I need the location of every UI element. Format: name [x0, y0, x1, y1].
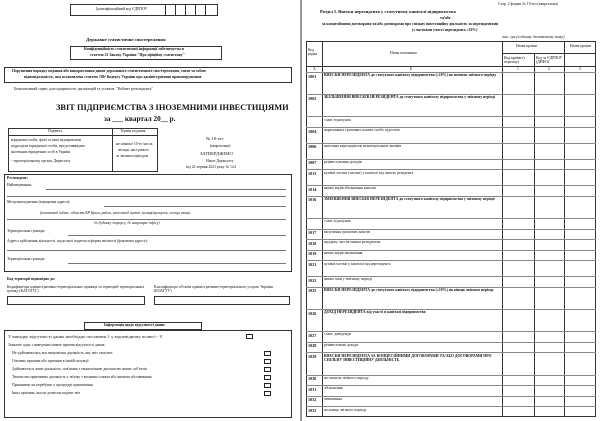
value-cell[interactable]: [503, 342, 533, 352]
section-subtitle-3: (з частками участі нерезидента ≥10%): [412, 28, 478, 32]
value-cell[interactable]: [503, 170, 533, 185]
value-cell[interactable]: [503, 250, 533, 260]
value-cell[interactable]: [565, 240, 595, 250]
value-cell[interactable]: [565, 229, 595, 239]
value-cell[interactable]: [565, 375, 595, 385]
row-code: 1031: [308, 386, 317, 392]
value-cell[interactable]: [503, 386, 533, 396]
territory-label: Територіальна громада:: [7, 229, 46, 233]
reason-checkbox-4[interactable]: [264, 375, 271, 380]
approved-date: від 22 червня 2021 року № 124: [186, 165, 236, 169]
value-cell[interactable]: [535, 277, 563, 287]
value-cell[interactable]: [535, 386, 563, 396]
value-cell[interactable]: [565, 117, 595, 127]
value-cell[interactable]: [535, 310, 563, 331]
value-cell[interactable]: [565, 143, 595, 158]
row-code: 1021: [308, 261, 317, 267]
submitter-text-2: підрозділи юридичної особи, представництва: [11, 144, 85, 148]
row-label: ЗБІЛЬШЕННЯ ВНЕСКІВ НЕРЕЗИДЕНТА до статутного капіталу підприємства у звітному періоді: [324, 95, 495, 100]
row-label: ВНЕСКИ НЕРЕЗИДЕНТА до статутного капіталу підприємства (≥10%) на початок звітного періоду: [324, 73, 497, 78]
row-code: 1006: [308, 144, 317, 150]
value-cell[interactable]: [503, 186, 533, 196]
section-subtitle-1: та/або: [440, 16, 451, 20]
location-label: Місцезнаходження (юридична адреса):: [7, 200, 71, 204]
row-label: внесення нерезидентом нематеріальних активів: [324, 144, 402, 149]
row-label: нарахованих грошових коштів та/або відсотків: [324, 128, 400, 133]
row-code: 1004: [308, 128, 317, 134]
header-edrpou: Код за ЄДРПОУ (ДРФО): [536, 56, 563, 65]
submitters-header: Подають: [48, 129, 63, 133]
value-cell[interactable]: [503, 375, 533, 385]
reason-text-6: Інша причина, яка не дозволяє надати звіт: [12, 391, 81, 395]
location-input-line[interactable]: [104, 206, 286, 207]
reason-text-1: Не здійснювалась вся економічна діяльність, яку звіт охоплює: [12, 351, 113, 355]
value-cell[interactable]: [535, 73, 563, 94]
violation-line-2: відповідальність, яка встановлена статтею 186³ Кодексу України про адміністративні правопорушення: [24, 75, 202, 79]
value-cell[interactable]: [535, 170, 563, 185]
actual-address-label: Адреса здійснення діяльності, щодо якої подається форма звітності (фактична адреса):: [7, 239, 148, 243]
value-cell[interactable]: [565, 128, 595, 143]
header-country-2: Назва країни: [570, 44, 591, 48]
value-cell[interactable]: [535, 332, 563, 342]
value-cell[interactable]: [535, 229, 563, 239]
col-b: Б: [410, 67, 413, 71]
row-code: 1026: [308, 310, 317, 316]
deadline-header: Термін подання: [120, 129, 146, 133]
row-code: 1033: [308, 407, 317, 413]
row-label: інших змін у звітному періоді: [324, 277, 373, 282]
row-label: інших видів збільшення внесків: [324, 186, 376, 191]
row-code: 1030: [308, 376, 317, 382]
absence-checkbox[interactable]: [246, 334, 253, 339]
koatuu-code-box[interactable]: [154, 296, 290, 305]
reason-text-5: Припинено чи перебуває у процедурі припинення: [12, 383, 93, 387]
name-input-line[interactable]: [46, 189, 286, 190]
absence-line-1: У випадку відсутності даних необхідно поставити 1 у відповідному полюсі - V: [8, 334, 163, 339]
units-note: тис. грн (в одному десятковому знаку): [502, 35, 565, 39]
submitter-text-3: іноземних юридичних осіб в Україні: [11, 150, 71, 154]
reason-checkbox-6[interactable]: [264, 391, 271, 396]
submitter-text-1: юридичні особи, філії та інші відокремлені: [11, 138, 82, 142]
row-code: 1018: [308, 240, 317, 246]
codes-label: Код території відповідно до:: [7, 277, 56, 281]
value-cell[interactable]: [535, 250, 563, 260]
value-cell[interactable]: [565, 261, 595, 276]
absence-line-2: Зазначте одну з наведених нижче причин відсутності даних:: [8, 343, 106, 347]
territory-label-2: Територіальна громада:: [7, 257, 46, 261]
row-label: з них за рахунок:: [324, 117, 352, 122]
reason-checkbox-1[interactable]: [264, 351, 271, 356]
name-label: Найменування:: [7, 183, 32, 187]
value-cell[interactable]: [535, 186, 563, 196]
value-cell[interactable]: [565, 342, 595, 352]
value-cell[interactable]: [503, 95, 533, 116]
value-cell[interactable]: [535, 407, 563, 417]
confidentiality-line-2: статтею 21 Закону України "Про офіційну статистику": [90, 53, 185, 57]
row-label: купівлі частки (частки) у капіталі від іншого резидента: [324, 170, 414, 175]
row-code: 1017: [308, 230, 317, 236]
value-cell[interactable]: [535, 143, 563, 158]
header-name: Назва показника: [390, 51, 417, 55]
value-cell[interactable]: [565, 219, 595, 229]
value-cell[interactable]: [503, 128, 533, 143]
row-label: ВНЕСКИ НЕРЕЗИДЕНТА ЗА КОНЦЕСІЙНИМИ ДОГОВОРАМИ ТА/АБО ДОГОВОРАМИ ПРО СПІЛЬНУ ІНВЕСТИЦІЙНУ ДІЯЛЬНІСТЬ: [324, 353, 492, 363]
value-cell[interactable]: [565, 332, 595, 342]
value-cell[interactable]: [535, 219, 563, 229]
col-2: 2: [548, 67, 550, 71]
row-label: збільшення: [324, 386, 343, 391]
row-label: купівлі частки у капіталі від нерезидента: [324, 261, 391, 266]
form-period: (квартальна): [210, 144, 231, 148]
row-label: на початок звітного періоду: [324, 375, 369, 380]
value-cell[interactable]: [565, 277, 595, 287]
row-code: 1014: [308, 186, 317, 192]
reason-text-3: Здійснюється лише діяльність, пов'язана з економічною діяльністю інших суб'єктів: [12, 367, 147, 371]
row-code: 1019: [308, 251, 317, 257]
value-cell[interactable]: [503, 219, 533, 229]
value-cell[interactable]: [565, 353, 595, 374]
row-label: інших видів зменшення: [324, 250, 363, 255]
row-label: вилучення грошових коштів: [324, 229, 370, 234]
row-code: 1007: [308, 160, 317, 166]
koatuu-label: Класифікатора об'єктів адміністративно-територіального устрою України (КОАТУУ): [154, 285, 273, 294]
row-code: 1028: [308, 343, 317, 349]
value-cell[interactable]: [535, 159, 563, 169]
value-cell[interactable]: [565, 73, 595, 94]
value-cell[interactable]: [565, 170, 595, 185]
value-cell[interactable]: [535, 117, 563, 127]
value-cell[interactable]: [503, 240, 533, 250]
row-code: 1016: [308, 197, 317, 203]
section-subtitle-2: за концесійними договорами та/або договорами про спільну інвестиційну діяльність за нерезидентами: [322, 22, 499, 26]
approved-by: Наказ Держстату: [206, 159, 234, 163]
col-3: 3: [579, 67, 581, 71]
respondent-label: Респондент:: [7, 176, 28, 180]
deadline-text-2: місяця, наступного: [118, 148, 149, 152]
value-cell[interactable]: [535, 342, 563, 352]
value-cell[interactable]: [535, 375, 563, 385]
actual-address-input-line[interactable]: [7, 250, 286, 251]
value-cell[interactable]: [535, 287, 563, 308]
report-title: ЗВІТ ПІДПРИЄМСТВА З ІНОЗЕМНИМИ ІНВЕСТИЦІЯМИ: [56, 103, 289, 112]
value-cell[interactable]: [565, 310, 595, 331]
row-label: ЗМЕНШЕННЯ ВНЕСКІВ НЕРЕЗИДЕНТА до статутного капіталу підприємства у звітному періоді: [324, 197, 495, 202]
value-cell[interactable]: [535, 261, 563, 276]
value-cell[interactable]: [503, 310, 533, 331]
row-code: 1027: [308, 332, 317, 338]
value-cell[interactable]: [535, 128, 563, 143]
value-cell[interactable]: [503, 196, 533, 217]
form-number: № 10-зез: [206, 136, 224, 141]
value-cell[interactable]: [565, 287, 595, 308]
value-cell[interactable]: [565, 386, 595, 396]
row-code: 1002: [308, 95, 317, 101]
reason-checkbox-2[interactable]: [264, 359, 271, 364]
col-a: А: [313, 67, 316, 71]
header-country-code: Код країни (з перелiку): [504, 56, 526, 65]
row-code: 1025: [308, 288, 317, 294]
row-code: 1001: [308, 73, 317, 79]
value-cell[interactable]: [565, 95, 595, 116]
id-code-label: Ідентифікаційний код ЄДРПОУ: [96, 7, 148, 11]
violation-line-1: Порушення порядку подання або використання даних державного статистичного спостереження, тягне за собою: [12, 69, 206, 73]
info-title: Інформація щодо відсутності даних: [104, 323, 165, 327]
value-cell[interactable]: [535, 95, 563, 116]
row-label: з них за рахунок:: [324, 219, 352, 224]
row-label: реінвестовані доходи: [324, 343, 359, 348]
value-cell[interactable]: [565, 250, 595, 260]
value-cell[interactable]: [565, 159, 595, 169]
katottg-code-box[interactable]: [7, 296, 145, 305]
reason-text-4: Тимчасово припинено діяльність у зв'язку з воєнним станом або іншими обставинами: [12, 375, 152, 379]
value-cell[interactable]: [503, 396, 533, 406]
value-cell[interactable]: [535, 240, 563, 250]
row-label: ДОХІД НЕРЕЗИДЕНТА від участі в капіталі підприємства: [324, 310, 426, 315]
value-cell[interactable]: [503, 353, 533, 374]
value-cell[interactable]: [503, 287, 533, 308]
deadline-text-1: не пізніше 10-го числа: [116, 142, 153, 146]
row-label: зменшення: [324, 397, 342, 402]
address-hint: (поштовий індекс, область/АР Крим, район, населений пункт, вулиця/провулок, площа тощо,: [40, 211, 192, 215]
value-cell[interactable]: [503, 332, 533, 342]
value-cell[interactable]: [535, 196, 563, 217]
confidentiality-line-1: Конфіденційність статистичної інформації забезпечується: [84, 47, 184, 51]
row-code: 1032: [308, 397, 317, 403]
value-cell[interactable]: [503, 117, 533, 127]
agency-title: Державне статистичне спостереження: [86, 37, 166, 42]
reason-checkbox-5[interactable]: [264, 383, 271, 388]
report-period: за ___ квартал 20__ р.: [104, 115, 176, 123]
header-code: Код рядка: [308, 48, 318, 56]
row-label: з них: дивіденди: [324, 332, 351, 337]
deadline-text-3: за звітним періодом: [116, 154, 149, 158]
section-title: Розділ I. Внески нерезидента у статутному капіталі підприємства: [320, 9, 456, 14]
row-code: 1029: [308, 353, 317, 359]
value-cell[interactable]: [565, 186, 595, 196]
row-code: 1023: [308, 277, 317, 283]
row-label: реінвестування доходів: [324, 159, 362, 164]
reason-checkbox-3[interactable]: [264, 367, 271, 372]
value-cell[interactable]: [503, 159, 533, 169]
building-hint: № будинку /корпусу, № квартири /офісу): [94, 221, 160, 225]
approved-label: ЗАТВЕРДЖЕНО: [200, 151, 233, 156]
value-cell[interactable]: [503, 277, 533, 287]
value-cell[interactable]: [503, 143, 533, 158]
territory-input-line-2[interactable]: [68, 263, 286, 264]
row-label: на кінець звітного періоду: [324, 407, 367, 412]
katottg-label: Кодифікатора адміністративно-територіальних одиниць та територій територіальних громад (КАТОТТГ): [7, 285, 145, 294]
territory-input-line[interactable]: [68, 235, 286, 236]
value-cell[interactable]: [535, 353, 563, 374]
value-cell[interactable]: [565, 396, 595, 406]
electronic-service-line: Безкоштовний сервіс для підприємств, організацій та установ: "Кабінет респондента": [14, 87, 153, 91]
col-1: 1: [517, 67, 519, 71]
value-cell[interactable]: [503, 73, 533, 94]
header-country-1: Назва країни: [516, 44, 537, 48]
row-label: ВНЕСКИ НЕРЕЗИДЕНТА до статутного капіталу підприємства (≥10%) на кінець звітного періоду: [324, 288, 494, 293]
reason-text-2: Основна причина або причини в іншій ситуації: [12, 359, 89, 363]
value-cell[interactable]: [503, 229, 533, 239]
row-code: 1013: [308, 170, 317, 176]
value-cell[interactable]: [565, 196, 595, 217]
value-cell[interactable]: [503, 261, 533, 276]
value-cell[interactable]: [503, 407, 533, 417]
submitter-text-4: - територіальному органу Держстату: [11, 159, 71, 163]
value-cell[interactable]: [535, 396, 563, 406]
form-reference: Стор. 2 форми № 10-зез (квартальна): [498, 2, 558, 6]
form-page-2: [302, 0, 600, 421]
row-label: продажу часток іншим резидентам: [324, 240, 381, 245]
value-cell[interactable]: [565, 407, 595, 417]
